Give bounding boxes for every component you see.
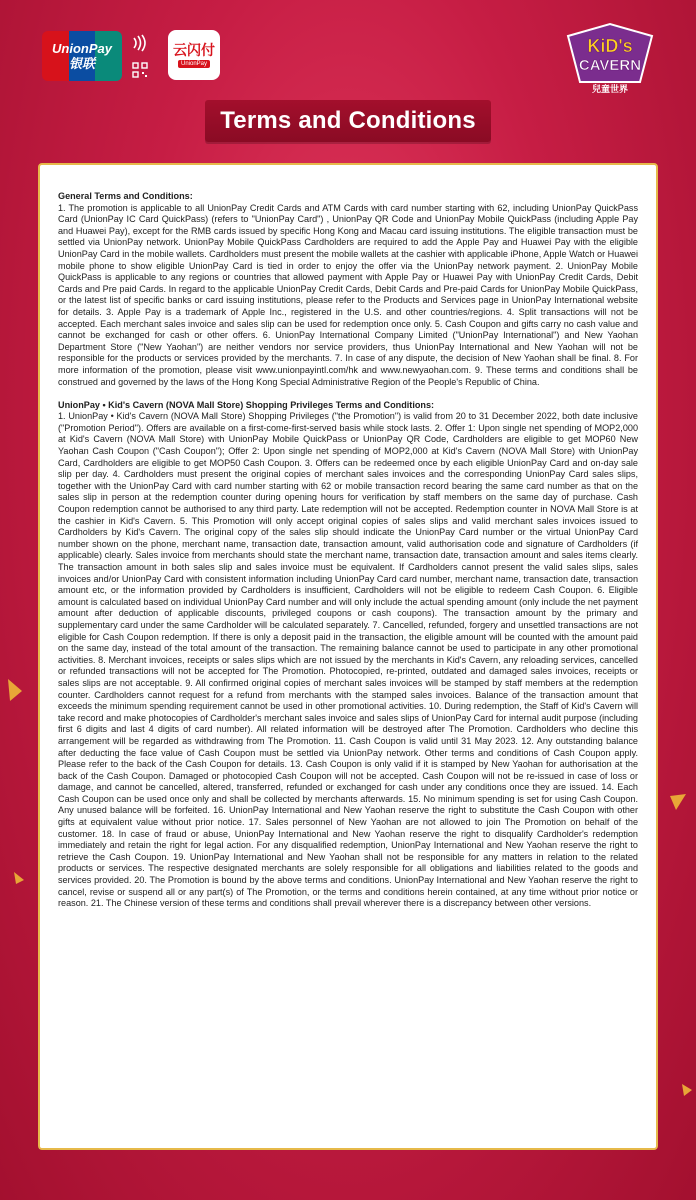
- terms-panel: [38, 163, 658, 1150]
- title-banner: [205, 100, 491, 142]
- page-title: Terms and Conditions: [220, 107, 476, 134]
- section-heading-general: General Terms and Conditions:: [58, 191, 193, 201]
- confetti-shape: [4, 675, 24, 705]
- confetti-shape: [666, 790, 690, 814]
- kids-logo-line1: KiD's: [587, 36, 633, 56]
- kids-cavern-logo: [560, 22, 660, 98]
- cloud-logo-cn: 云闪付: [173, 42, 215, 58]
- section-body-kids-cavern: 1. UnionPay • Kid's Cavern (NOVA Mall Store) Shopping Privileges ("the Promotion") is valid from 20 to 31 December 2022, both date inclusive ("Promotion Period"). Offers are available on a first-come-first-served basis while stock lasts. 2. Offer 1: Upon single net spending of MOP2,000 at Kid's Cavern (NOVA Mall Store) with UnionPay Mobile QuickPass or UnionPay QR Code, Cardholders are eligible to get MOP60 New Yaohan Cash Coupon ("Cash Coupon"); Offer 2: Upon single net spending of MOP2,000 at Kid's Cavern (NOVA Mall Store) with UnionPay Card, Cardholders are eligible to get MOP50 Cash Coupon. 3. Offers can be redeemed once by each eligible UnionPay Card and on-day sale slip per day. 4. Cardholders must present the original copies of merchant sales invoices and the corresponding UnionPay Card sales slips, together with the UnionPay Card with card number starting with 62 or mobile transaction record bearing the same card number as that on the sales slip in person at the redemption counter during opening hours for verification by staff members on the same day of purchase. Cash Coupon redemption cannot be authorised to any third party. Late redemption will not be accepted. Redemption counter in NOVA Mall Store is at the cashier in Kid's Cavern. 5. This Promotion will only accept original copies of sales slips and valid merchant sales invoices issued to Cardholders by Kid's Cavern. The original copy of the sales slip should indicate the UnionPay Card number or the virtual UnionPay Card number shown on the phone, merchant name, transaction date, transaction amount, valid authorisation code and signature of Cardholders (if applicable) clearly. Sales invoice from merchants should state the merchant name, transaction date, transaction amount and sales items clearly. The transaction amount in both sales slip and sales invoice must be equivalent. If Cardholders cannot present the valid sales slips, sales invoices and/or UnionPay Card with consistent information including UnionPay Card card number, merchant name, transaction date, transaction amount etc, or the information provided by Cardholders is insufficient, Cardholders will not be eligible to redeem Cash Coupon. 6. Eligible amount is calculated based on individual UnionPay Card number and will only include the actual spending amount (only include the net payment amount after deduction of applicable discounts, privileged coupons or cash coupons). The transaction amount by the primary and supplementary card under the same Cardholder will be calculated separately. 7. Cancelled, refunded, forgery and unsettled transactions are not eligible for Cash Coupon redemption. If there is only a deposit paid in the transaction, the eligible amount will be counted with the amount paid on the same day, instead of the total amount of the transaction. The remaining balance cannot be used to participate in any other promotional activities. 8. Merchant invoices, receipts or sales slips which are not issued by the merchants in Kid's Cavern, any reloading services, cancelled or refunded transactions will not be accepted for The Promotion. Photocopied, re-printed, outdated and damaged sales invoices, receipts or sales slips are not acceptable. 9. All confirmed original copies of merchant sales invoices will be stamped by staff members at the redemption counter. Cardholders cannot request for a refund from merchants with the stamped sales invoices. Balance of the transaction amount that exceeds the minimum spending requirement cannot be used in other promotional activities. 10. During redemption, the Staff of Kid's Cavern will take record and make photocopies of Cardholder's merchant sales invoice and sales slips of UnionPay Card for internal audit purpose (including first 6 digits and last 4 digits of card number). All related information will be destroyed after The Promotion. Cardholders who decline this arrangement will be regarded as withdrawing from The Promotion. 11. Cash Coupon is valid until 31 May 2023. 12. Any outstanding balance after deducting the face value of Cash Coupon must be settled via UnionPay network. Other terms and conditions of Cash Coupon apply. Please refer to the back of the Cash Coupon for details. 13. Cash Coupon is only valid if it is stamped by New Yaohan for authorisation at the back of the Cash Coupon. Damaged or photocopied Cash Coupon will not be accepted. Cash Coupon will not be re-issued in case of loss or damage, and cannot be cancelled, altered, transferred, refunded or exchanged for cash under any conditions once they are issued. 14. Each Cash Coupon can be used once only and shall be collected by merchants afterwards. 15. No minimum spending is set for using Cash Coupon. Any unused balance will be forfeited. 16. UnionPay International and New Yaohan reserve the right to substitute the Cash Coupon with other gifts at equivalent value without prior notice. 17. Sales personnel of New Yaohan are not allowed to join The Promotion on behalf of the customer. 18. In case of fraud or abuse, UnionPay International and New Yaohan reserve the right to disqualify Cardholder's redemption immediately and retain the right for legal action. For any disqualified redemption, UnionPay International and New Yaohan reserve the right to retrieve the Cash Coupon. 19. UnionPay International and New Yaohan shall not be responsible for any matters in relation to the related products or services. The respective designated merchants are solely responsible for all obligations and liabilities related to the goods and services provided. 20. The Promotion is bound by the above terms and conditions. UnionPay International and New Yaohan reserve the right to cancel, revise or suspend all or any part(s) of The Promotion, or the terms and conditions herein contained, at any time without prior notice or reason. 21. The Chinese version of these terms and conditions shall prevail wherever there is a discrepancy between other versions.: [58, 411, 638, 909]
- unionpay-logo: [42, 31, 122, 81]
- confetti-shape: [8, 868, 28, 888]
- cloud-logo-en: UnionPay: [178, 60, 210, 68]
- kids-logo-line2: CAVERN: [578, 57, 642, 74]
- confetti-shape: [678, 1080, 696, 1100]
- unionpay-logo-cn: 银联: [68, 56, 95, 71]
- cloud-quickpass-logo: [168, 30, 220, 80]
- contactless-icon: [130, 34, 148, 52]
- section-body-general: 1. The promotion is applicable to all UnionPay Credit Cards and ATM Cards with card number starting with 62, including UnionPay QuickPass Card (UnionPay IC Card QuickPass) (refers to "UnionPay Card") , UnionPay QR Code and UnionPay Mobile QuickPass (including Apple Pay and Huawei Pay), except for the RMB cards issued by specific Hong Kong and Macau card issuing institutions. The eligible transaction must be settled via UnionPay network. UnionPay Mobile QuickPass Cardholders are required to add the Apple Pay and Huawei Pay with the eligible UnionPay Card in the mobile wallets. Cardholders must present the mobile wallets at the cashier with applicable iPhone, Apple Watch or Huawei mobile phone to show eligible UnionPay Card is tied in order to enjoy the offer via the UnionPay network payment. 2. UnionPay Mobile QuickPass is applicable to any regions or countries that allowed payment with Apple Pay or Huawei Pay with UnionPay Credit Cards, Debit Cards and Pre paid Cards. In regard to the applicable UnionPay Credit Cards, Debit Cards and Pre-paid Cards for UnionPay Mobile QuickPass, or the latest list of specific banks or card issuing institutions, please refer to the Products and Services page in UnionPay International website for details. 3. Apple Pay is a trademark of Apple Inc., registered in the U.S. and other countries/regions. 4. Split transactions will not be accepted. Each merchant sales invoice and sales slip can be used for redemption once only. 5. Cash Coupon and gifts carry no cash value and cannot be exchanged for cash or other offers. 6. UnionPay International Company Limited ("UnionPay International") and New Yaohan Department Store ("New Yaohan") are neither vendors nor service providers, thus UnionPay International and New Yaohan will not be responsible for the products or services provided by the merchants. 7. In case of any dispute, the decision of New Yaohan shall be final. 8. For more information of the promotion, please visit www.unionpayintl.com/hk and www.newyaohan.com. 9. These terms and conditions shall be construed and governed by the laws of the Hong Kong Special Administrative Region of the People's Republic of China.: [58, 202, 638, 387]
- unionpay-logo-en: UnionPay: [52, 41, 112, 56]
- qr-code-icon: [132, 62, 148, 78]
- section-heading-kids-cavern: UnionPay • Kid's Cavern (NOVA Mall Store) Shopping Privileges Terms and Conditions:: [58, 399, 435, 410]
- kids-logo-cn: 兒童世界: [591, 85, 629, 95]
